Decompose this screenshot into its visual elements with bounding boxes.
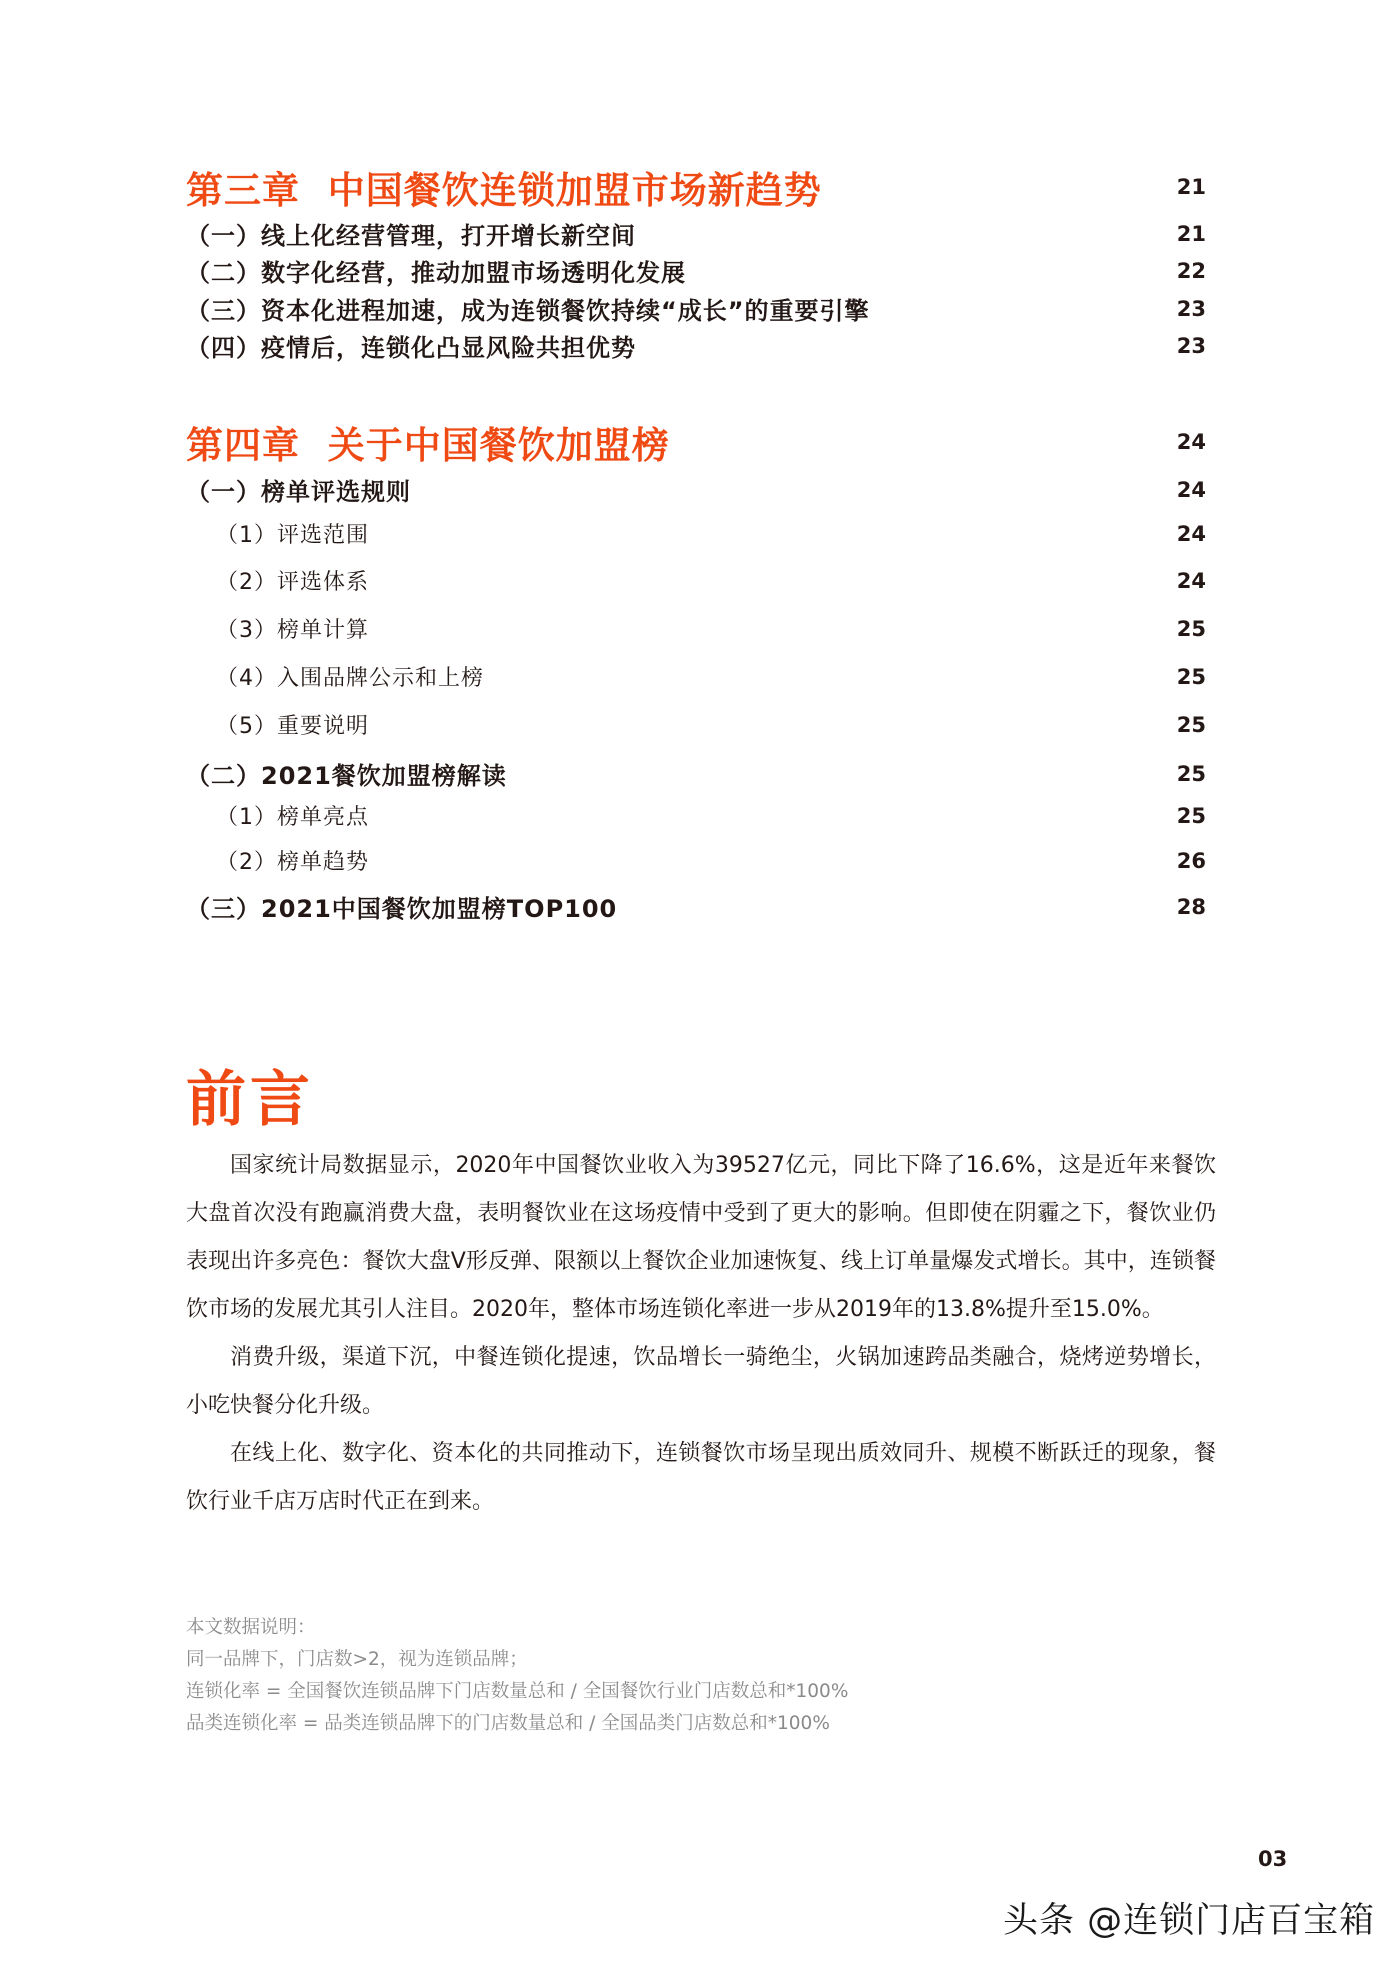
preface-paragraph: 在线上化、数字化、资本化的共同推动下，连锁餐饮市场呈现出质效同升、规模不断跃迁的现象，餐饮行业千店万店时代正在到来。 [186, 1441, 1216, 1514]
toc-item-label: （2）评选体系 [216, 570, 369, 595]
toc-chapter-4[interactable] [186, 415, 1206, 469]
toc-item-label: （3）榜单计算 [216, 618, 369, 643]
notes-line: 同一品牌下，门店数>2，视为连锁品牌； [186, 1649, 528, 1670]
toc-item[interactable] [186, 889, 1206, 924]
toc-page-number: 21 [1176, 221, 1206, 246]
toc-page-number: 25 [1176, 664, 1206, 689]
toc-item-label: （二）2021餐饮加盟榜解读 [186, 762, 507, 790]
toc-page-number: 25 [1176, 616, 1206, 641]
toc-subitem[interactable] [186, 661, 1206, 692]
toc-chapter-title: 第三章 中国餐饮连锁加盟市场新趋势 [186, 169, 822, 212]
notes-line: 品类连锁化率 = 品类连锁品牌下的门店数量总和 / 全国品类门店数总和*100% [186, 1713, 830, 1734]
toc-page-number: 25 [1176, 712, 1206, 737]
toc-item-label: （2）榜单趋势 [216, 850, 369, 875]
toc-item-label: （三）资本化进程加速，成为连锁餐饮持续“成长”的重要引擎 [186, 297, 870, 325]
toc-page-number: 25 [1176, 803, 1206, 828]
toc-item[interactable] [186, 253, 1206, 288]
toc-item[interactable] [186, 756, 1206, 791]
toc-subitem[interactable] [186, 565, 1206, 596]
toc-item-label: （二）数字化经营，推动加盟市场透明化发展 [186, 259, 686, 287]
toc-subitem[interactable] [186, 709, 1206, 740]
toc-item[interactable] [186, 328, 1206, 363]
preface-title: 前言 [186, 1065, 314, 1135]
toc-item-label: （一）线上化经营管理，打开增长新空间 [186, 222, 636, 250]
preface-body [186, 1142, 1216, 1526]
toc-page-number: 23 [1176, 296, 1206, 321]
data-notes [186, 1612, 848, 1740]
toc-page-number: 21 [1176, 175, 1206, 199]
toc-page-number: 28 [1176, 894, 1206, 919]
toc-item-label: （1）榜单亮点 [216, 805, 369, 830]
toc-item[interactable] [186, 472, 1206, 507]
preface-paragraph: 消费升级，渠道下沉，中餐连锁化提速，饮品增长一骑绝尘，火锅加速跨品类融合，烧烤逆势增长，小吃快餐分化升级。 [186, 1345, 1216, 1418]
toc-subitem[interactable] [186, 800, 1206, 831]
toc-chapter-title: 第四章 关于中国餐饮加盟榜 [186, 424, 670, 467]
toc-page-number: 23 [1176, 333, 1206, 358]
toc-page-number: 22 [1176, 258, 1206, 283]
toc-item-label: （一）榜单评选规则 [186, 478, 411, 506]
toc-chapter-3[interactable] [186, 160, 1206, 214]
toc-page-number: 26 [1176, 848, 1206, 873]
toc-page-number: 24 [1176, 430, 1206, 454]
toc-page-number: 25 [1176, 761, 1206, 786]
preface-paragraph: 国家统计局数据显示，2020年中国餐饮业收入为39527亿元，同比下降了16.6%，这是近年来餐饮大盘首次没有跑赢消费大盘，表明餐饮业在这场疫情中受到了更大的影响。但即使在阴霾之下，餐饮业仍表现出许多亮色：餐饮大盘V形反弹、限额以上餐饮企业加速恢复、线上订单量爆发式增长。其中，连锁餐饮市场的发展尤其引人注目。2020年，整体市场连锁化率进一步从2019年的13.8%提升至15.0%。 [186, 1153, 1216, 1322]
toc-item-label: （1）评选范围 [216, 523, 369, 548]
toc-item-label: （三）2021中国餐饮加盟榜TOP100 [186, 895, 618, 923]
toc-item[interactable] [186, 216, 1206, 251]
notes-line: 连锁化率 = 全国餐饮连锁品牌下门店数量总和 / 全国餐饮行业门店数总和*100% [186, 1681, 849, 1702]
toc-page-number: 24 [1176, 477, 1206, 502]
toc-subitem[interactable] [186, 518, 1206, 549]
toc-item-label: （4）入围品牌公示和上榜 [216, 666, 484, 691]
toc-page-number: 24 [1176, 568, 1206, 593]
toc-page-number: 24 [1176, 521, 1206, 546]
toc-subitem[interactable] [186, 845, 1206, 876]
toc-item[interactable] [186, 291, 1206, 326]
notes-heading: 本文数据说明： [186, 1617, 316, 1638]
toc-subitem[interactable] [186, 613, 1206, 644]
page-number: 03 [1258, 1847, 1288, 1871]
toc-item-label: （5）重要说明 [216, 714, 369, 739]
watermark: 头条 @连锁门店百宝箱 [1003, 1901, 1376, 1941]
toc-item-label: （四）疫情后，连锁化凸显风险共担优势 [186, 334, 636, 362]
